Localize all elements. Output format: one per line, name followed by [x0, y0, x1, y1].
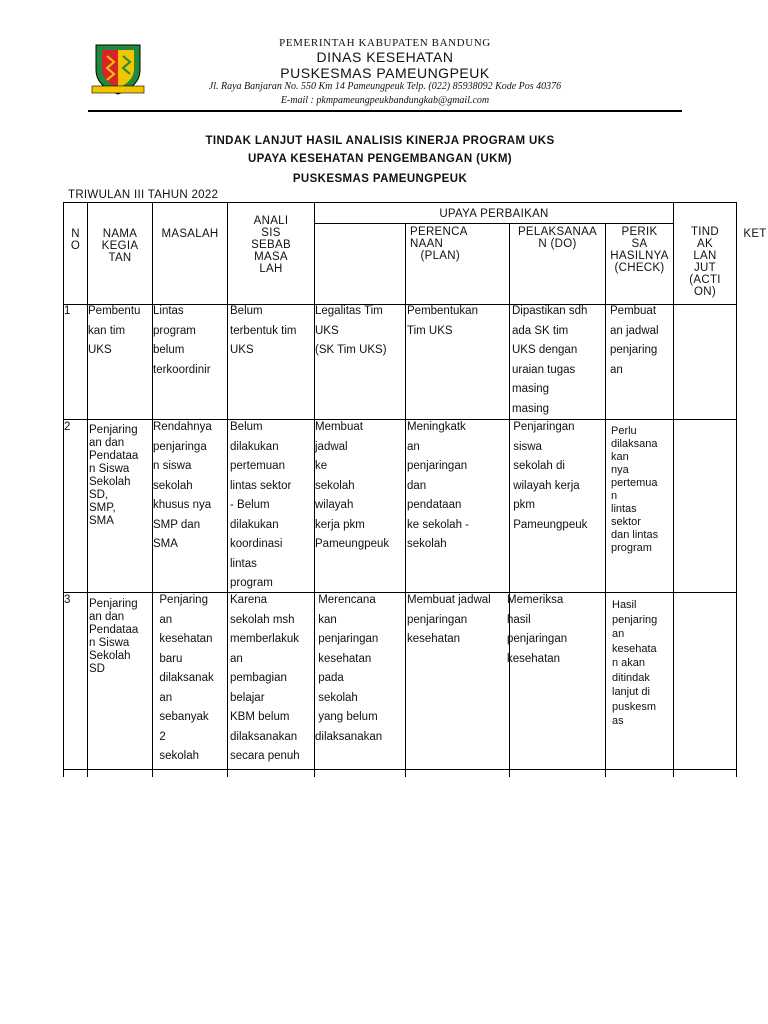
- row3-tindak-lanjut: Hasil penjaring an kesehata n akan ditindak lanjut di puskesm as: [612, 599, 658, 727]
- header-perencanaan: PERENCA NAAN (PLAN): [410, 226, 468, 262]
- row3-no: 3: [64, 594, 71, 606]
- row1-pelaksanaan: Pembentukan Tim UKS: [407, 305, 478, 337]
- row2-masalah: Rendahnya penjaringa n siswa sekolah khusus nya SMP dan SMA: [153, 421, 212, 550]
- row1-masalah: Lintas program belum terkoordinir: [153, 305, 211, 376]
- row1-analisis: Belum terbentuk tim UKS: [230, 305, 297, 356]
- column-divider: [405, 223, 406, 777]
- header-analisis: ANALI SIS SEBAB MASA LAH: [251, 215, 291, 275]
- header-no: N O: [70, 228, 81, 252]
- table-border-left: [63, 202, 64, 777]
- header-pemeriksaan: PERIK SA HASILNYA (CHECK): [610, 226, 669, 274]
- row3-masalah: Penjaring an kesehatan baru dilaksanak an sebanyak 2 sekolah: [159, 594, 214, 762]
- row1-tindak-lanjut: Pembuat an jadwal penjaring an: [610, 305, 659, 376]
- document-puskesmas: PUSKESMAS PAMEUNGPEUK: [292, 173, 468, 185]
- row2-pemeriksaan: Penjaringan siswa sekolah di wilayah kerja pkm Pameungpeuk: [513, 421, 588, 531]
- email-line: E-mail : pkmpameungpeukbandungkab@gmail.com: [280, 95, 490, 106]
- table-border-top: [63, 202, 736, 203]
- header-masalah: MASALAH: [161, 228, 219, 240]
- column-divider: [227, 202, 228, 777]
- row3-perencanaan: Merencana kan penjaringan kesehatan pada sekolah yang belum dilaksanakan: [315, 594, 383, 743]
- document-title: TINDAK LANJUT HASIL ANALISIS KINERJA PROGRAM UKS: [205, 135, 555, 147]
- row1-perencanaan: Legalitas Tim UKS (SK Tim UKS): [315, 305, 387, 356]
- row-divider: [63, 769, 736, 770]
- row3-nama-kegiatan: Penjaring an dan Pendataa n Siswa Sekolah SD: [89, 598, 139, 675]
- row3-pelaksanaan: Membuat jadwal penjaringan kesehatan: [407, 594, 491, 645]
- row2-perencanaan: Membuat jadwal ke sekolah wilayah kerja pkm Pameungpeuk: [315, 421, 390, 550]
- letterhead-divider: [88, 110, 682, 112]
- header-upaya-perbaikan: UPAYA PERBAIKAN: [439, 208, 549, 220]
- address-line: Jl. Raya Banjaran No. 550 Km 14 Pameungpeuk Telp. (022) 85938092 Kode Pos 40376: [208, 81, 562, 92]
- header-pelaksanaan: PELAKSANAA N (DO): [517, 226, 598, 250]
- row2-pelaksanaan: Meningkatk an penjaringan dan pendataan ke sekolah - sekolah: [407, 421, 470, 550]
- row2-tindak-lanjut: Perlu dilaksana kan nya pertemua n lintas sektor dan lintas program: [611, 425, 659, 554]
- row3-pemeriksaan: Memeriksa hasil penjaringan kesehatan: [507, 594, 568, 665]
- header-nama-kegiatan: NAMA KEGIA TAN: [101, 228, 139, 264]
- row1-no: 1: [64, 305, 71, 317]
- puskesmas-name: PUSKESMAS PAMEUNGPEUK: [280, 65, 490, 81]
- row2-no: 2: [64, 421, 71, 433]
- header-ket: KET: [743, 228, 767, 240]
- row1-pemeriksaan: Dipastikan sdh ada SK tim UKS dengan uraian tugas masing masing: [512, 305, 588, 415]
- header-tindak-lanjut: TIND AK LAN JUT (ACTI ON): [689, 226, 721, 298]
- government-name: PEMERINTAH KABUPATEN BANDUNG: [279, 37, 491, 49]
- row2-nama-kegiatan: Penjaring an dan Pendataa n Siswa Sekolah SD, SMP, SMA: [89, 424, 139, 527]
- reporting-period: TRIWULAN III TAHUN 2022: [68, 189, 219, 201]
- row3-analisis: Karena sekolah msh memberlakuk an pembagian belajar KBM belum dilaksanakan secara penuh: [230, 594, 300, 762]
- row2-analisis: Belum dilakukan pertemuan lintas sektor - Belum dilakukan koordinasi lintas program: [230, 421, 292, 589]
- column-divider: [87, 202, 88, 777]
- row1-nama-kegiatan: Pembentu kan tim UKS: [88, 305, 141, 356]
- document-subtitle: UPAYA KESEHATAN PENGEMBANGAN (UKM): [247, 153, 513, 165]
- header-subdivider: [314, 223, 673, 224]
- column-divider: [605, 223, 606, 777]
- kabupaten-bandung-logo: [90, 42, 146, 96]
- agency-name: DINAS KESEHATAN: [316, 49, 454, 65]
- table-border-right: [736, 202, 737, 777]
